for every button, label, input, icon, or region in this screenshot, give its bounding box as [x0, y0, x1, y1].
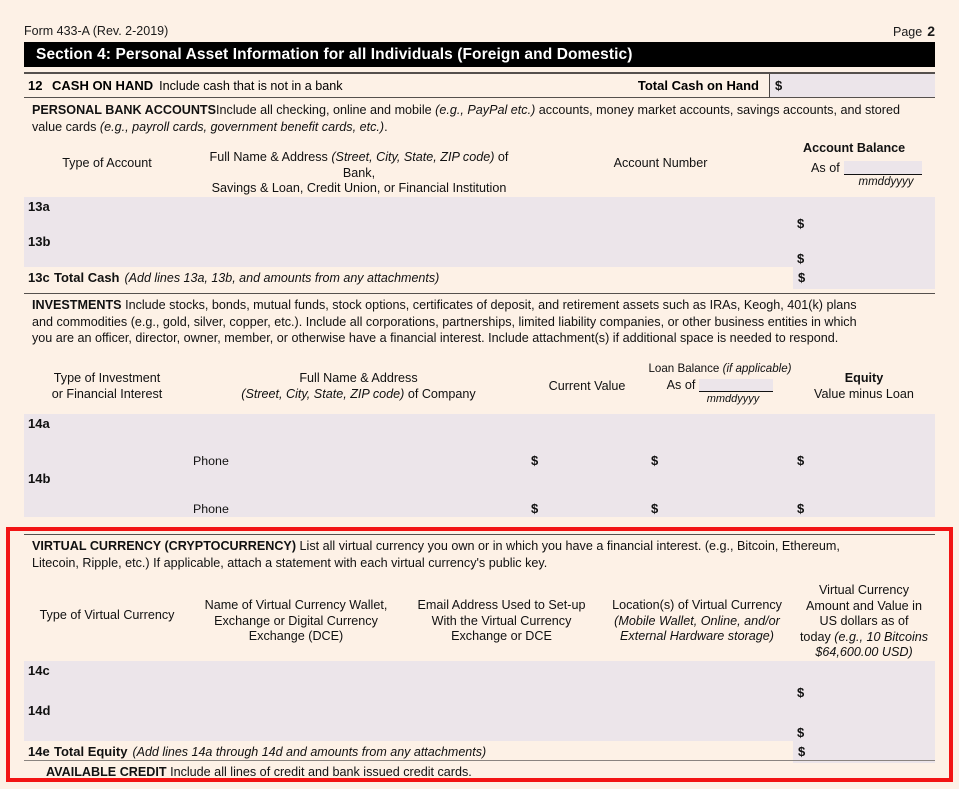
- col-header-full-name-address: [190, 136, 528, 197]
- vc-col-amount-4b: (e.g., 10 Bitcoins: [834, 629, 929, 644]
- vc-col-wallet-3: Exchange (DCE): [248, 629, 344, 643]
- row-13a-full-name-input[interactable]: [190, 197, 528, 232]
- col-header-vc-type: Type of Virtual Currency: [24, 578, 190, 661]
- vc-col-wallet-2: Exchange or Digital Currency: [214, 613, 378, 628]
- inv-col-type-2: or Financial Interest: [51, 386, 163, 401]
- col-header-investment-name-address: [190, 358, 527, 414]
- table-row-14b: [24, 469, 935, 517]
- row-14c-number-cell: 14c: [24, 661, 190, 701]
- row-13a-number-cell: 13a: [24, 197, 190, 232]
- available-credit-row: [24, 760, 935, 782]
- row-13c-number: 13c: [28, 270, 50, 285]
- row-14d-location-input[interactable]: [601, 701, 793, 741]
- row-14b-phone-label: Phone: [193, 502, 229, 516]
- col-header-equity: [793, 358, 935, 414]
- vc-col-email-3: Exchange or DCE: [451, 629, 552, 643]
- vc-col-amount-1: Virtual Currency: [818, 583, 910, 597]
- line-12-total-label: Total Cash on Hand: [637, 78, 759, 93]
- investments-desc-line-2: and commodities (e.g., gold, silver, copper, etc.). Include all corporations, partnerships, limited liability companies, or other business entities in which: [32, 314, 857, 329]
- inv-col-name-2b: of Company: [404, 386, 476, 401]
- row-13c-label: Total Cash: [54, 270, 120, 285]
- loan-date-format-hint: mmddyyyy: [706, 393, 760, 405]
- loan-balance-title-italic: (if applicable): [722, 362, 792, 375]
- row-14b-loan-balance-cell[interactable]: [647, 469, 793, 517]
- vc-col-amount-4a: today: [799, 629, 835, 644]
- table-row-13b: [24, 232, 935, 267]
- row-13a-balance-cell[interactable]: [793, 197, 935, 232]
- row-13c-note: (Add lines 13a, 13b, and amounts from any attachments): [124, 270, 440, 285]
- bank-accounts-header-row: [24, 136, 935, 197]
- col-header-type-of-account: Type of Account: [24, 136, 190, 197]
- col-header-account-balance: [793, 136, 935, 197]
- vc-col-email-1: Email Address Used to Set-up: [417, 598, 586, 612]
- inv-col-name-2a: (Street, City, State, ZIP code): [241, 386, 405, 401]
- vc-col-email-2: With the Virtual Currency: [431, 613, 572, 628]
- vc-col-location-3: External Hardware storage): [620, 629, 774, 643]
- row-13a-account-number-input[interactable]: [528, 197, 793, 232]
- row-14a-name-address-input[interactable]: [190, 414, 527, 469]
- table-row-13c-total: [24, 267, 935, 289]
- line-12-total-input-cell[interactable]: [769, 74, 935, 97]
- row-14c-location-input[interactable]: [601, 661, 793, 701]
- dollar-sign-icon: $: [797, 501, 805, 516]
- vc-col-amount-2: Amount and Value in: [806, 598, 922, 613]
- row-14d-email-input[interactable]: [402, 701, 601, 741]
- virtual-currency-description: [24, 534, 935, 572]
- row-14a-loan-balance-cell[interactable]: [647, 414, 793, 469]
- row-13b-account-number-input[interactable]: [528, 232, 793, 267]
- row-14c-wallet-input[interactable]: [190, 661, 402, 701]
- inv-col-type-1: Type of Investment: [53, 371, 161, 385]
- col-header-vc-email: [402, 578, 601, 661]
- row-14b-number-cell: 14b: [24, 469, 190, 517]
- vc-col-location-1: Location(s) of Virtual Currency: [612, 598, 782, 612]
- dollar-sign-icon: $: [797, 724, 805, 740]
- row-14b-equity-cell[interactable]: [793, 469, 935, 517]
- table-row-14d: [24, 701, 935, 741]
- account-balance-as-of-input[interactable]: [844, 161, 922, 175]
- row-14c-email-input[interactable]: [402, 661, 601, 701]
- row-14b-current-value-cell[interactable]: [527, 469, 647, 517]
- row-14a-phone-label: Phone: [193, 454, 229, 468]
- page-number: 2: [927, 23, 935, 39]
- line-12-cash-on-hand-row: [24, 72, 935, 98]
- equity-title: Equity: [844, 371, 884, 385]
- bank-accounts-description: [24, 99, 935, 133]
- col-header-loan-balance: [647, 358, 793, 414]
- line-12-number: 12: [28, 78, 43, 93]
- row-14a-equity-cell[interactable]: [793, 414, 935, 469]
- bank-accounts-desc-1-italic: (e.g., PayPal etc.): [435, 103, 536, 117]
- dollar-sign-icon: $: [797, 250, 805, 266]
- virtual-currency-desc-line-2: Litecoin, Ripple, etc.) If applicable, attach a statement with each virtual currency's public key.: [32, 555, 548, 570]
- bank-col-name-2: Savings & Loan, Credit Union, or Financial Institution: [211, 181, 507, 195]
- loan-as-of-input[interactable]: [699, 379, 773, 392]
- bank-col-name-1a: Full Name & Address: [209, 150, 332, 164]
- investments-desc-line-1: Include stocks, bonds, mutual funds, stock options, certificates of deposit, and retirement assets such as IRAs, Keogh, 401(k) plans: [125, 298, 857, 312]
- loan-as-of-label: As of: [666, 378, 696, 392]
- dollar-sign-icon: $: [651, 453, 659, 468]
- row-14e-label: Total Equity: [54, 744, 128, 759]
- row-14a-current-value-cell[interactable]: [527, 414, 647, 469]
- bank-col-name-1c: of Bank,: [342, 150, 509, 180]
- row-14e-note: (Add lines 14a through 14d and amounts from any attachments): [132, 744, 487, 759]
- virtual-currency-header-row: [24, 578, 935, 661]
- col-header-account-number: Account Number: [528, 136, 793, 197]
- vc-col-wallet-1: Name of Virtual Currency Wallet,: [204, 598, 388, 612]
- table-row-14c: [24, 661, 935, 701]
- row-13c-label-cell: [24, 267, 793, 289]
- dollar-sign-icon: $: [531, 453, 539, 468]
- col-header-vc-wallet: [190, 578, 402, 661]
- dollar-sign-icon: $: [775, 78, 783, 93]
- investments-header-row: [24, 358, 935, 414]
- page-label: Page: [893, 25, 923, 39]
- row-13b-number-cell: 13b: [24, 232, 190, 267]
- dollar-sign-icon: $: [797, 215, 805, 231]
- investments-description: [24, 293, 935, 349]
- bank-accounts-desc-2: accounts, money market accounts, savings accounts, and stored value cards: [32, 103, 900, 134]
- account-balance-date-format-hint: mmddyyyy: [858, 175, 914, 188]
- bank-accounts-desc-2-italic: (e.g., payroll cards, government benefit cards, etc.): [99, 119, 385, 134]
- dollar-sign-icon: $: [797, 684, 805, 700]
- col-header-type-of-investment: [24, 358, 190, 414]
- vc-col-amount-3: US dollars as of: [819, 614, 909, 628]
- row-14c-amount-cell[interactable]: [793, 661, 935, 701]
- form-identifier: Form 433-A (Rev. 2-2019): [24, 24, 169, 38]
- loan-balance-title: Loan Balance: [648, 362, 723, 375]
- account-balance-title: Account Balance: [803, 141, 906, 155]
- row-13c-total-value-cell[interactable]: [793, 267, 935, 289]
- table-row-13a: [24, 197, 935, 232]
- dollar-sign-icon: $: [797, 453, 805, 468]
- table-row-14a: [24, 414, 935, 469]
- investments-desc-line-3: you are an officer, director, owner, member, or otherwise have a financial interest. Include attachment(s) if additional space is needed to respond.: [32, 331, 839, 345]
- col-header-vc-location: [601, 578, 793, 661]
- available-credit-heading: AVAILABLE CREDIT: [46, 765, 167, 779]
- available-credit-description: Include all lines of credit and bank issued credit cards.: [170, 765, 472, 779]
- dollar-sign-icon: $: [531, 501, 539, 516]
- virtual-currency-heading: VIRTUAL CURRENCY (CRYPTOCURRENCY): [32, 539, 297, 553]
- page-indicator: [893, 23, 935, 39]
- vc-col-location-2: (Mobile Wallet, Online, and/or: [614, 613, 780, 628]
- virtual-currency-desc-line-1: List all virtual currency you own or in which you have a financial interest. (e.g., Bitcoin, Ethereum,: [296, 539, 840, 553]
- line-12-title: CASH ON HAND: [52, 78, 154, 93]
- row-14a-number-cell: 14a: [24, 414, 190, 469]
- row-14e-number: 14e: [28, 744, 50, 759]
- row-13b-full-name-input[interactable]: [190, 232, 528, 267]
- vc-col-amount-5: $64,600.00 USD): [815, 645, 913, 659]
- dollar-sign-icon: $: [651, 501, 659, 516]
- col-header-current-value: Current Value: [527, 358, 647, 414]
- bank-accounts-desc-1: Include all checking, online and mobile: [216, 103, 436, 117]
- row-14d-wallet-input[interactable]: [190, 701, 402, 741]
- account-balance-as-of-label: As of: [811, 160, 840, 175]
- bank-accounts-table: [24, 136, 935, 289]
- line-12-description: Include cash that is not in a bank: [159, 78, 343, 93]
- section-banner: Section 4: Personal Asset Information for all Individuals (Foreign and Domestic): [24, 42, 935, 67]
- bank-col-name-1b: (Street, City, State, ZIP code): [331, 150, 495, 164]
- investments-heading: INVESTMENTS: [32, 298, 122, 312]
- bank-accounts-heading: PERSONAL BANK ACCOUNTS: [32, 103, 217, 117]
- investments-table: [24, 358, 935, 517]
- inv-col-name-1: Full Name & Address: [299, 371, 418, 385]
- row-14d-amount-cell[interactable]: [793, 701, 935, 741]
- col-header-vc-amount: [793, 578, 935, 661]
- virtual-currency-table: [24, 578, 935, 763]
- row-14b-name-address-input[interactable]: [190, 469, 527, 517]
- page-header: [24, 22, 935, 40]
- bank-accounts-desc-3: .: [384, 119, 388, 134]
- row-14d-number-cell: 14d: [24, 701, 190, 741]
- dollar-sign-icon: $: [798, 269, 806, 285]
- equity-subtitle: Value minus Loan: [814, 386, 914, 401]
- dollar-sign-icon: $: [798, 743, 806, 759]
- row-13b-balance-cell[interactable]: [793, 232, 935, 267]
